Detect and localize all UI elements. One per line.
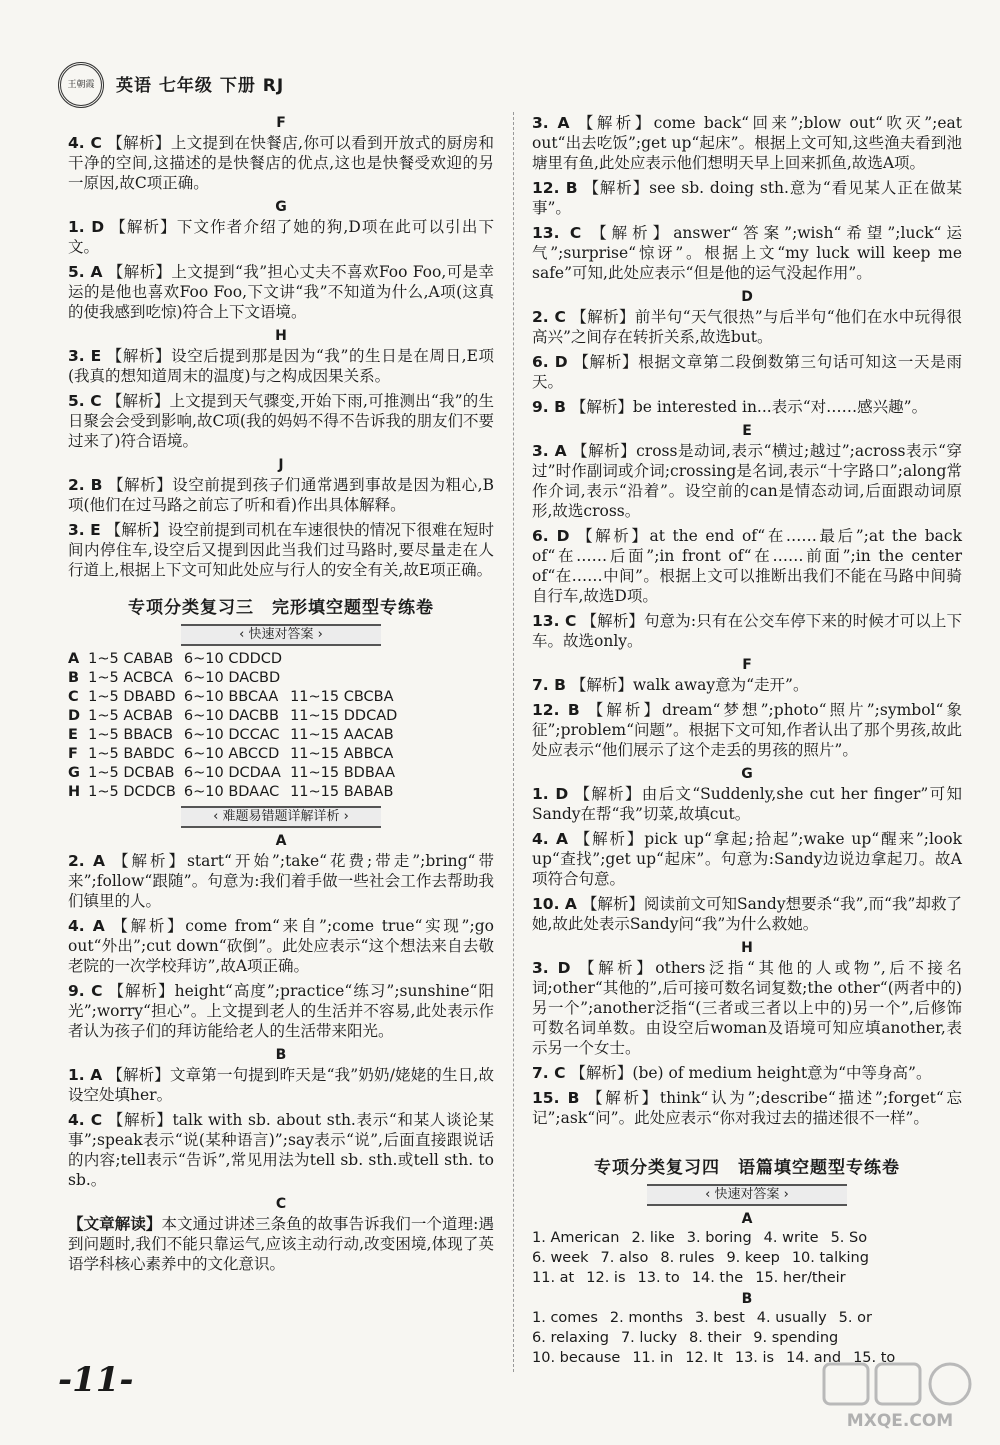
section-letter: H [275,328,287,344]
fill-answer: 12. is [586,1270,626,1286]
answer-explanation [68,1065,494,1105]
answer-key-row [68,783,405,802]
analysis-tag: 【解析】 [577,527,650,545]
right-column [532,112,962,1368]
question-number: 1. A [68,1066,103,1084]
answer-range: 1~5 CABAB [88,651,174,667]
question-number: 15. B [532,1089,580,1107]
answer-explanation [68,262,494,322]
analysis-tag: 【解析】 [571,308,635,326]
question-number: 3. A [532,442,567,460]
answer-range: 11~15 BDBAA [290,765,396,781]
explanation-text: come back“回来”;blow out“吹灭”;eat out“出去吃饭”;get up“起床”。根据上文可知,这些渔夫看到池塘里有鱼,此处应表示他们想明天早上回来抓鱼,故选A项。 [532,114,962,172]
section-letter: A [741,1211,753,1227]
interpretation-text: 本文通过讲述三条鱼的故事告诉我们一个道理:遇到问题时,我们不能只靠运气,应该主动行动,改变困境,体现了英语学科核心素养中的文化意识。 [68,1215,494,1273]
answer-explanation [532,223,962,283]
explanation-text: 设空后提到那是因为“我”的生日是在周日,E项(我真的想知道周末的温度)与之构成因果关系。 [68,347,494,385]
fill-answer: 10. because [532,1350,621,1366]
analysis-tag: 【解析】 [107,263,172,281]
answer-explanation [68,217,494,257]
answer-range: 6~10 DACBB [183,708,279,724]
answer-key-row [68,745,405,764]
answer-explanation [532,352,962,392]
fill-answer: 2. months [609,1310,683,1326]
explanation-text: 下文作者介绍了她的狗,D项在此可以引出下文。 [68,218,494,256]
answer-group: A [68,651,80,667]
question-number: 3. E [68,521,101,539]
answer-explanation [68,520,494,580]
answer-range: 11~15 ABBCA [290,746,394,762]
fill-answer: 7. also [600,1250,649,1266]
fill-answer: 5. So [830,1230,868,1246]
analysis-tag: 【解析】 [570,398,633,416]
analysis-tag: 【解析】 [587,701,663,719]
analysis-tag: 【解析】 [107,134,171,152]
answer-range: 11~15 DDCAD [290,708,398,724]
answer-explanation [532,894,962,934]
analysis-tag: 【解析】 [581,895,644,913]
question-number: 4. A [532,830,568,848]
explanation-text: 设空前提到司机在车速很快的情况下很难在短时间内停住车,设空后又提到因此当我们过马路时,要尽量走在人行道上,根据上下文可知此处应与行人的安全有关,故E项正确。 [68,521,494,579]
section-letter: C [275,1196,287,1212]
analysis-tag: 【解析】 [579,959,656,977]
explanation-text: be interested in...表示“对……感兴趣”。 [632,398,928,416]
analysis-tag: 【解析】 [587,1089,660,1107]
question-number: 5. C [68,392,102,410]
section-letter: B [275,1047,287,1063]
section-letter: G [741,766,753,782]
explanation-text: 上文提到在快餐店,你可以看到开放式的厨房和干净的空间,这描述的是快餐店的优点,这也是快餐受欢迎的另一原因,故C项正确。 [68,134,494,192]
fill-answer: 10. talking [791,1250,869,1266]
answer-explanation [532,113,962,173]
answer-range: 6~10 BBCAA [183,689,279,705]
answer-range [290,650,405,669]
explanation-text: pick up“拿起;拾起”;wake up“醒来”;look up“查找”;get up“起床”。句意为:Sandy边说边拿起刀。故A项符合句意。 [532,830,962,888]
explanation-text: others泛指“其他的人或物”,后不接名词;other“其他的”,后可接可数名词复数;the other“(两者中的)另一个”;another泛指“(三者或三者以上中的)另一个”,后修饰可数名词单数。由设空后woman及语境可知应填another,表示另一个女士。 [532,959,962,1057]
question-number: 12. B [532,701,580,719]
question-number: 9. C [68,982,103,1000]
answer-range: 11~15 CBCBA [290,689,394,705]
fill-answer-row [532,1308,962,1328]
question-number: 2. B [68,476,103,494]
analysis-tag: 【解析】 [591,224,674,242]
answer-range: 1~5 DBABD [88,689,176,705]
answer-explanation [532,784,962,824]
fill-answer: 15. her/their [755,1270,846,1286]
question-number: 2. C [532,308,566,326]
fill-answer: 11. in [632,1350,674,1366]
answer-explanation [532,1063,962,1083]
analysis-tag: 【解析】 [574,830,645,848]
fill-answer: 6. week [532,1250,589,1266]
answer-explanation [532,829,962,889]
explanation-text: at the end of“在……最后”;at the back of“在……后面”;in front of“在……前面”;in the center of“在……中间”。根据上文可以推断出我们不能在马路中间骑自行车,故选D项。 [532,527,962,605]
analysis-tag: 【解析】 [574,785,642,803]
analysis-tag: 【解析】 [581,612,645,630]
answer-range: 6~10 ABCCD [183,746,280,762]
question-number: 9. B [532,398,566,416]
answer-range: 11~15 BABAB [290,784,394,800]
analysis-tag: 【解析】 [108,982,175,1000]
quick-answers-badge: ‹ 快速对答案 › [181,624,381,646]
explanation-text: 句意为:只有在公交车停下来的时候才可以上下车。故选only。 [532,612,962,650]
answer-group: G [68,765,80,781]
answer-group: C [68,689,79,705]
answer-range: 6~10 CDDCD [183,651,283,667]
publisher-logo: 王朝霞 [58,62,104,108]
question-number: 7. B [532,676,566,694]
question-number: 4. A [68,917,105,935]
question-number: 4. C [68,134,102,152]
answer-explanation [68,133,494,193]
section-letter: F [276,115,286,131]
answer-group: B [68,670,80,686]
fill-answer: 14. the [691,1270,744,1286]
fill-answer-row [532,1228,962,1248]
fill-answer: 13. is [734,1350,775,1366]
section-letter: A [275,833,287,849]
question-number: 7. C [532,1064,566,1082]
answer-explanation [532,307,962,347]
question-number: 5. A [68,263,103,281]
explanation-text: start“开始”;take“花费;带走”;bring“带来”;follow“跟随”。句意为:我们着手做一些社会工作去帮助我们镇里的人。 [68,852,494,910]
interpretation-tag: 【文章解读】 [68,1215,162,1233]
question-number: 2. A [68,852,106,870]
page-header [58,62,358,110]
analysis-tag: 【解析】 [112,852,187,870]
fill-answer-row [532,1268,962,1288]
answer-explanation [532,675,962,695]
answer-key-table [68,650,405,802]
analysis-tag: 【解析】 [106,392,170,410]
question-number: 10. A [532,895,577,913]
fill-answer: 4. write [763,1230,819,1246]
analysis-tag: 【解析】 [572,442,637,460]
analysis-tag: 【解析】 [583,179,650,197]
explanation-text: 上文提到天气骤变,开始下雨,可推测出“我”的生日聚会会受到影响,故C项(我的妈妈不得不告诉我的朋友们不要过来了)符合语境。 [68,392,494,450]
explanation-text: 由后文“Suddenly,she cut her finger”可知Sandy在帮“我”切菜,故填cut。 [532,785,962,823]
left-column [68,112,494,1279]
answer-explanation [68,1110,494,1190]
analysis-tag: 【解析】 [107,1066,170,1084]
explanation-text: 前半句“天气很热”与后半句“他们在水中玩得很高兴”之间存在转折关系,故选but。 [532,308,962,346]
analysis-tag: 【解析】 [107,476,173,494]
section-letter: H [741,940,753,956]
column-divider [513,112,515,1372]
explanation-text: answer“答案”;wish“希望”;luck“运气”;surprise“惊讶”。根据上文“my luck will keep me safe”可知,此处应表示“但是他的运气没起作用”。 [532,224,962,282]
analysis-tag: 【解析】 [570,1064,633,1082]
explanation-text: 上文提到“我”担心丈夫不喜欢Foo Foo,可是幸运的是他也喜欢Foo Foo,下文讲“我”不知道为什么,A项(这真的使我感到吃惊)符合上下文语境。 [68,263,494,321]
passage-interpretation [68,1214,494,1274]
explanation-text: dream“梦想”;photo“照片”;symbol“象征”;problem“问题”。根据下文可知,作者认出了那个男孩,故此处应表示“他们展示了这个走丢的男孩的照片”。 [532,701,962,759]
answer-explanation [68,916,494,976]
fill-answer: 1. American [532,1230,620,1246]
answer-range: 6~10 DACBD [183,670,281,686]
fill-answer: 9. keep [726,1250,780,1266]
answer-explanation [532,958,962,1058]
fill-answer: 1. comes [532,1310,598,1326]
answer-key-row [68,764,405,783]
explanation-text: come from“来自”;come true“实现”;go out“外出”;cut down“砍倒”。此处应表示“这个想法来自去敬老院的一次学校拜访”,故A项正确。 [68,917,494,975]
analysis-tag: 【解析】 [107,1111,173,1129]
fill-answer: 3. best [694,1310,745,1326]
answer-key-row [68,726,405,745]
question-number: 6. D [532,527,570,545]
answer-range: 1~5 ACBAB [88,708,173,724]
explanation-text: 根据文章第二段倒数第三句话可知这一天是雨天。 [532,353,962,391]
page-number: -11- [58,1360,134,1400]
answer-key-row [68,669,405,688]
answer-explanation [68,475,494,515]
fill-answer-row [532,1328,962,1348]
answer-range: 1~5 DCDCB [88,784,176,800]
fill-answer: 14. and [786,1350,842,1366]
explanation-text: see sb. doing sth.意为“看见某人正在做某事”。 [532,179,962,217]
answer-explanation [532,397,962,417]
fill-answer: 8. their [689,1330,742,1346]
section-letter: G [275,199,287,215]
answer-range: 11~15 AACAB [290,727,394,743]
fill-answer: 13. to [637,1270,680,1286]
section-letter: E [742,423,752,439]
answer-key-row [68,650,405,669]
explanation-text: cross是动词,表示“横过;越过”;across表示“穿过”时作副词或介词;crossing是名词,表示“十字路口”;along常作介词,表示“沿着”。设空前的can是情态动词,后面跟动词原形,故选cross。 [532,442,962,520]
fill-answer: 3. boring [686,1230,752,1246]
answer-group: E [68,727,78,743]
section-title: 专项分类复习四 语篇填空题型专练卷 [594,1158,900,1178]
answer-explanation [68,391,494,451]
explanation-text: think“认为”;describe“描述”;forget“忘记”;ask“问”。此处应表示“你对我过去的描述很不一样”。 [532,1089,962,1127]
explanation-text: (be) of medium height意为“中等身高”。 [632,1064,932,1082]
fill-answer: 8. rules [660,1250,715,1266]
question-number: 13. C [532,224,582,242]
answer-group: F [68,746,78,762]
explanation-text: talk with sb. about sth.表示“和某人谈论某事”;speak表示“说(某种语言)”;say表示“说”,后面直接跟说话的内容;tell表示“告诉”,常见用法为tell sb. sth.或tell sth. to sb.。 [68,1111,494,1189]
answer-explanation [532,178,962,218]
answer-explanation [532,700,962,760]
answer-range: 1~5 DCBAB [88,765,175,781]
explanation-text: 阅读前文可知Sandy想要杀“我”,而“我”却救了她,故此处表示Sandy问“我”为什么救她。 [532,895,962,933]
question-number: 3. D [532,959,571,977]
fill-answer: 2. like [631,1230,675,1246]
question-number: 3. E [68,347,102,365]
fill-answer: 6. relaxing [532,1330,609,1346]
fill-answer: 9. spending [753,1330,839,1346]
explanation-text: 文章第一句提到昨天是“我”奶奶/姥姥的生日,故设空处填her。 [68,1066,494,1104]
analysis-tag: 【解析】 [110,218,177,236]
answer-range: 1~5 ACBCA [88,670,173,686]
question-number: 3. A [532,114,570,132]
fill-answer-row [532,1248,962,1268]
section-title: 专项分类复习三 完形填空题型专练卷 [128,598,434,618]
analysis-tag: 【解析】 [570,676,633,694]
analysis-tag: 【解析】 [573,353,639,371]
quick-answers-badge: ‹ 快速对答案 › [647,1184,847,1206]
fill-answer: 7. lucky [620,1330,678,1346]
analysis-tag: 【解析】 [112,917,186,935]
answer-explanation [532,611,962,651]
answer-explanation [68,981,494,1041]
fill-answer: 5. or [838,1310,872,1326]
analysis-tag: 【解析】 [106,347,172,365]
analysis-tag: 【解析】 [577,114,654,132]
answer-group: D [68,708,81,724]
explanation-text: walk away意为“走开”。 [632,676,809,694]
book-title: 英语 七年级 下册 RJ [116,76,285,96]
fill-answer: 12. It [685,1350,723,1366]
answer-range [290,669,405,688]
fill-answer: 11. at [532,1270,575,1286]
answer-explanation [532,441,962,521]
question-number: 1. D [532,785,569,803]
answer-key-row [68,688,405,707]
question-number: 6. D [532,353,568,371]
answer-range: 6~10 BDAAC [183,784,280,800]
question-number: 1. D [68,218,105,236]
analysis-tag: 【解析】 [105,521,168,539]
section-letter: D [741,289,753,305]
question-number: 13. C [532,612,577,630]
fill-answer: 4. usually [756,1310,827,1326]
question-number: 12. B [532,179,578,197]
watermark-text: MXQE.COM [846,1411,954,1431]
explanation-text: 设空前提到孩子们通常遇到事故是因为粗心,B项(他们在过马路之前忘了听和看)作出具体解释。 [68,476,494,514]
answer-key-row [68,707,405,726]
answer-range: 6~10 DCCAC [183,727,280,743]
answer-range: 6~10 DCDAA [183,765,281,781]
hard-questions-badge: ‹ 难题易错题详解详析 › [181,806,381,828]
answer-group: H [68,784,81,800]
question-number: 4. C [68,1111,103,1129]
answer-range: 1~5 BBACB [88,727,173,743]
answer-explanation [68,851,494,911]
answer-explanation [68,346,494,386]
section-letter: B [741,1291,753,1307]
watermark-logo [820,1360,980,1432]
section-letter: J [278,457,284,473]
answer-range: 1~5 BABDC [88,746,175,762]
section-letter: F [742,657,752,673]
fill-answer: 15. to [853,1350,896,1366]
answer-explanation [532,526,962,606]
answer-explanation [532,1088,962,1128]
explanation-text: height“高度”;practice“练习”;sunshine“阳光”;worry“担心”。上文提到老人的生活并不容易,此处表示作者认为孩子们的拜访能给老人的生活带来阳光。 [68,982,494,1040]
